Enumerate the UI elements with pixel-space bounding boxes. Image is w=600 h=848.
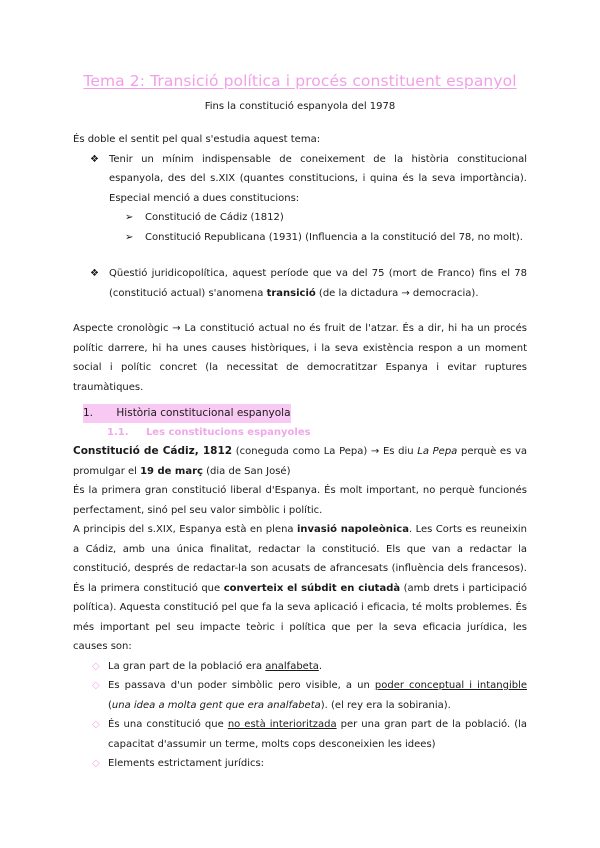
chronology-paragraph: Aspecte cronològic → La constitució actual no és fruit de l'atzar. És a dir, hi ha un procés polític darrere, hi ha unes causes històriques, i la seva existència respon a un moment social i polític concret (la necessitat de democratitzar Espanya i evitar ruptures traumàtiques. [73, 323, 527, 393]
list-item [73, 264, 527, 303]
list-item [73, 676, 527, 715]
list-item [73, 228, 527, 248]
cause-text: És una constitució que no està interioritzada per una gran part de la població. (la capacitat d'assumir un terme, molts cops desconeixien les idees) [108, 719, 528, 750]
cadiz-paragraph: Constitució de Cádiz, 1812 (coneguda como La Pepa) → Es diu La Pepa perquè es va promulgar el 19 de març (dia de San José) [73, 445, 527, 477]
document-title: Tema 2: Transició política i procés constituent espanyol [83, 72, 517, 90]
document-subtitle: Fins la constitució espanyola del 1978 [204, 101, 396, 112]
bullet-text: Qüestió juridicopolítica, aquest període que va del 75 (mort de Franco) fins el 78 (constitució actual) s'anomena transició (de la dictadura → democracia). [109, 268, 527, 299]
pink-diamond-bullet-icon: ◇ [92, 680, 100, 691]
cadiz-paragraph-3: A principis del s.XIX, Espanya està en plena invasió napoleònica. Les Corts es reuneixin a Cádiz, amb una única finalitat, redactar la constitució. Els que van a redactar la constitució, després de redactar-la son acusats de afrancesats (influència dels francesos). És la primera constitució que converteix el súbdit en ciutadà (amb drets i participació política). Aquesta constitució pel que fa la seva aplicació i eficacia, té molts problemes. És més important pel seu impacte teòric i política que per la seva eficacia jurídica, les causes son: [73, 524, 527, 652]
subsection-heading: 1.1. Les constitucions espanyoles [107, 427, 311, 438]
section-title: Història constitucional espanyola [116, 407, 291, 419]
sub-bullet-text: Constitució de Cádiz (1812) [145, 212, 284, 223]
section-heading [73, 404, 527, 423]
cause-text: Es passava d'un poder simbòlic pero visible, a un poder conceptual i intangible (una idea a molta gent que era analfabeta). (el rey era la sobirania). [108, 680, 527, 711]
document-body [73, 130, 527, 774]
list-item [73, 715, 527, 754]
bullet-text: Tenir un mínim indispensable de coneixement de la història constitucional espanyola, des del s.XIX (quantes constitucions, i quina és la seva importància). Especial menció a dues constitucions: [109, 153, 527, 204]
diamond-bullet-icon: ❖ [90, 153, 99, 165]
arrow-bullet-icon: ➢ [125, 231, 134, 243]
cause-text: Elements estrictament jurídics: [108, 758, 265, 769]
cause-text: La gran part de la població era analfabeta. [108, 660, 323, 672]
list-item [73, 657, 527, 677]
list-item [73, 150, 527, 209]
list-item [73, 208, 527, 228]
diamond-bullet-icon: ❖ [90, 268, 99, 279]
section-number: 1. [83, 407, 94, 419]
intro-paragraph: És doble el sentit pel qual s'estudia aquest tema: [73, 134, 321, 145]
pink-diamond-bullet-icon: ◇ [92, 758, 100, 769]
cadiz-paragraph-2: És la primera gran constitució liberal d'Espanya. És molt important, no perquè funcionés perfectament, sinó pel seu valor simbòlic i polític. [73, 485, 527, 516]
pink-diamond-bullet-icon: ◇ [92, 719, 100, 730]
arrow-bullet-icon: ➢ [125, 212, 134, 223]
list-item [73, 754, 527, 774]
sub-bullet-text: Constitució Republicana (1931) (Influencia a la constitució del 78, no molt). [145, 231, 523, 243]
pink-diamond-bullet-icon: ◇ [92, 660, 100, 672]
